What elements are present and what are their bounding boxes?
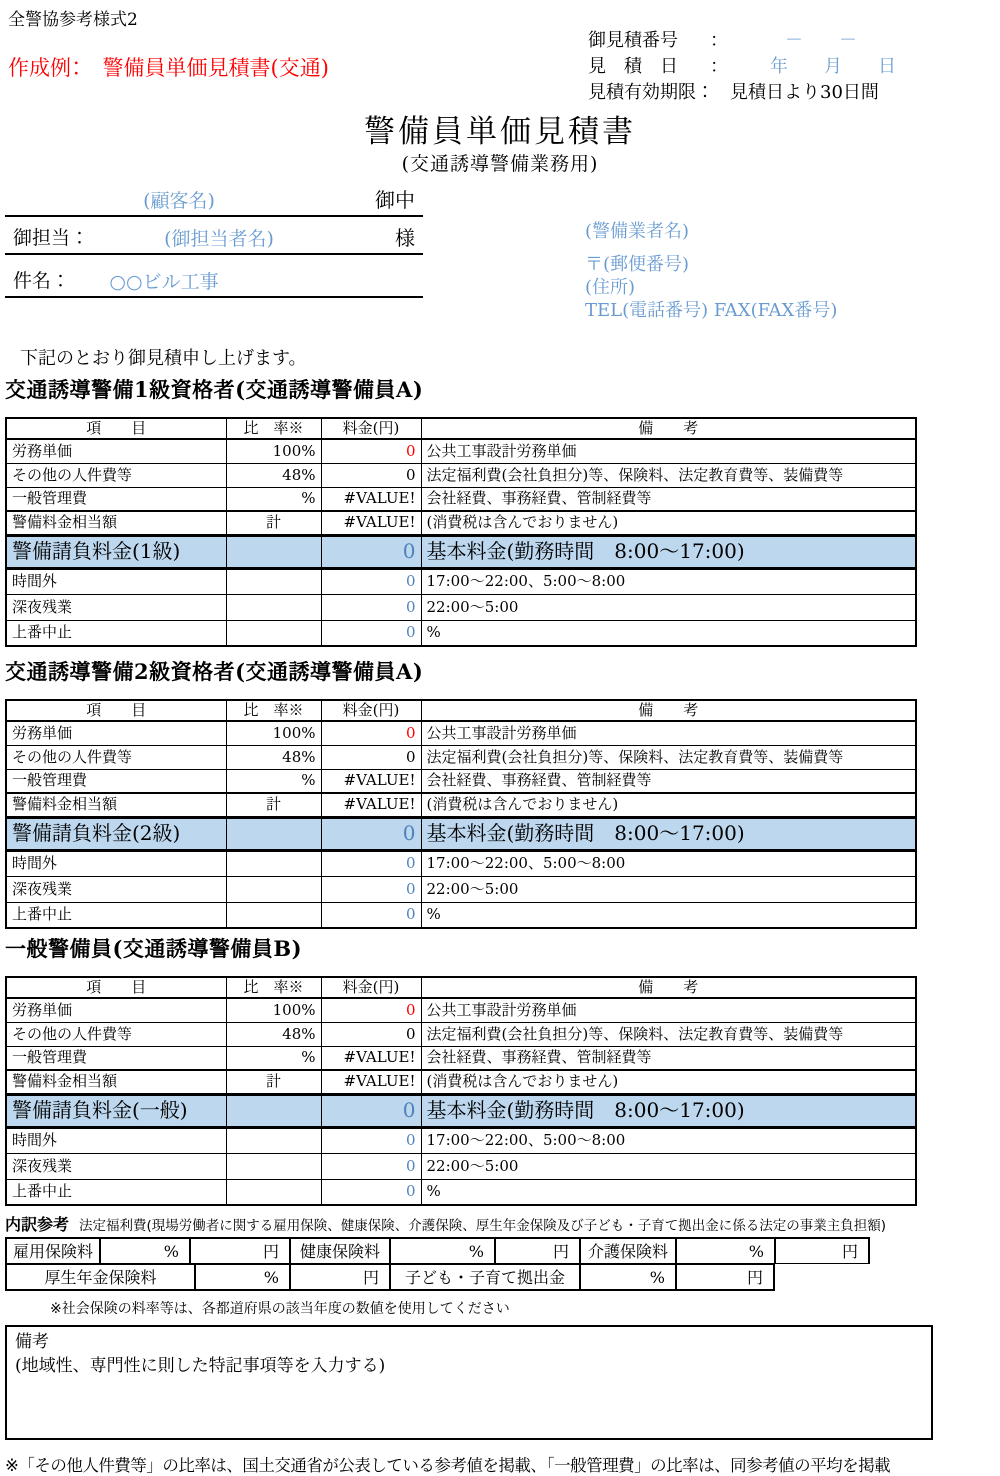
child-contribution-yen-cell[interactable]: 円 bbox=[676, 1264, 775, 1291]
child-contribution-pct-cell[interactable]: % bbox=[580, 1264, 676, 1291]
ratio-cell[interactable]: 100% bbox=[226, 439, 321, 463]
row-overhead bbox=[6, 769, 916, 793]
row-overhead bbox=[6, 487, 916, 511]
item-label: 上番中止 bbox=[6, 620, 226, 646]
row-contract-fee bbox=[6, 1094, 916, 1127]
quote-validity-row bbox=[588, 78, 968, 104]
item-label: 警備請負料金(一般) bbox=[6, 1094, 226, 1127]
remarks-cell: 基本料金(勤務時間 8:00～17:00) bbox=[421, 535, 916, 568]
row-fee-equivalent bbox=[6, 793, 916, 817]
price-cell[interactable]: 0 bbox=[321, 850, 421, 876]
section-title: 交通誘導警備2級資格者(交通誘導警備員A) bbox=[5, 659, 424, 684]
item-label: 警備請負料金(2級) bbox=[6, 817, 226, 850]
col-header-item: 項 目 bbox=[6, 977, 226, 998]
col-header-ratio: 比 率※ bbox=[226, 418, 321, 439]
item-label: 一般管理費 bbox=[6, 1046, 226, 1070]
quote-number-field[interactable]: － － bbox=[785, 30, 857, 51]
col-header-item: 項 目 bbox=[6, 700, 226, 721]
price-cell[interactable]: #VALUE! bbox=[321, 793, 421, 817]
remarks-cell: 法定福利費(会社負担分)等、保険料、法定教育費等、装備費等 bbox=[421, 463, 916, 487]
row-cancellation bbox=[6, 1179, 916, 1205]
health-insurance-label: 健康保険料 bbox=[290, 1237, 390, 1264]
quote-table-grade1 bbox=[5, 417, 917, 647]
remarks-cell: 17:00～22:00、5:00～8:00 bbox=[421, 568, 916, 594]
ratio-cell[interactable]: 100% bbox=[226, 998, 321, 1022]
quote-date-field[interactable]: 年 月 日 bbox=[770, 56, 896, 77]
child-contribution-label: 子ども・子育て拠出金 bbox=[390, 1264, 580, 1291]
price-cell[interactable]: #VALUE! bbox=[321, 769, 421, 793]
ratio-cell[interactable]: % bbox=[226, 487, 321, 511]
health-insurance-yen-cell[interactable]: 円 bbox=[495, 1237, 580, 1264]
item-label: 深夜残業 bbox=[6, 1153, 226, 1179]
ratio-cell-empty[interactable] bbox=[226, 1179, 321, 1205]
item-label: 一般管理費 bbox=[6, 487, 226, 511]
pension-insurance-pct-cell[interactable]: % bbox=[195, 1264, 290, 1291]
remarks-cell: (消費税は含んでおりません) bbox=[421, 511, 916, 535]
remarks-cell: 法定福利費(会社負担分)等、保険料、法定教育費等、装備費等 bbox=[421, 1022, 916, 1046]
section-title: 一般警備員(交通誘導警備員B) bbox=[5, 936, 303, 961]
subject-field[interactable]: ○○ビル工事 bbox=[109, 271, 219, 293]
col-header-ratio: 比 率※ bbox=[226, 977, 321, 998]
ratio-cell: 計 bbox=[226, 793, 321, 817]
section-general bbox=[5, 933, 917, 1206]
price-cell[interactable]: 0 bbox=[321, 817, 421, 850]
remarks-cell: 会社経費、事務経費、管制経費等 bbox=[421, 487, 916, 511]
remarks-cell: % bbox=[421, 902, 916, 928]
client-name-field[interactable]: (顧客名) bbox=[143, 190, 215, 212]
row-cancellation bbox=[6, 902, 916, 928]
col-header-remarks: 備 考 bbox=[421, 977, 916, 998]
item-label: 時間外 bbox=[6, 850, 226, 876]
vendor-name-field[interactable]: (警備業者名) bbox=[585, 221, 690, 242]
row-labor-rate bbox=[6, 998, 916, 1022]
price-cell[interactable]: 0 bbox=[321, 745, 421, 769]
ratio-cell-empty[interactable] bbox=[226, 1127, 321, 1153]
ratio-cell[interactable]: 100% bbox=[226, 721, 321, 745]
item-label: その他の人件費等 bbox=[6, 463, 226, 487]
price-cell[interactable]: 0 bbox=[321, 439, 421, 463]
row-other-personnel bbox=[6, 745, 916, 769]
remarks-cell: 基本料金(勤務時間 8:00～17:00) bbox=[421, 817, 916, 850]
remarks-cell: 基本料金(勤務時間 8:00～17:00) bbox=[421, 1094, 916, 1127]
item-label: 時間外 bbox=[6, 568, 226, 594]
price-cell[interactable]: 0 bbox=[321, 876, 421, 902]
example-label: 作成例： 警備員単価見積書(交通) bbox=[8, 56, 329, 80]
item-label: 上番中止 bbox=[6, 1179, 226, 1205]
item-label: その他の人件費等 bbox=[6, 1022, 226, 1046]
section-title: 交通誘導警備1級資格者(交通誘導警備員A) bbox=[5, 377, 424, 402]
row-latenight bbox=[6, 1153, 916, 1179]
insurance-table bbox=[5, 1237, 870, 1291]
colon: ： bbox=[710, 30, 728, 51]
col-header-price: 料金(円) bbox=[321, 700, 421, 721]
greeting-text: 下記のとおり御見積申し上げます。 bbox=[20, 348, 307, 369]
price-cell[interactable]: #VALUE! bbox=[321, 487, 421, 511]
ratio-cell-empty[interactable] bbox=[226, 1153, 321, 1179]
remarks-cell: 22:00～5:00 bbox=[421, 876, 916, 902]
ratio-cell[interactable]: 48% bbox=[226, 463, 321, 487]
price-cell[interactable]: 0 bbox=[321, 535, 421, 568]
price-cell[interactable]: 0 bbox=[321, 594, 421, 620]
item-label: 警備料金相当額 bbox=[6, 1070, 226, 1094]
header-row bbox=[6, 418, 916, 439]
price-cell[interactable]: #VALUE! bbox=[321, 1070, 421, 1094]
remarks-cell: 公共工事設計労務単価 bbox=[421, 721, 916, 745]
price-cell[interactable]: #VALUE! bbox=[321, 511, 421, 535]
breakdown-label: 内訳参考 bbox=[5, 1215, 70, 1234]
quote-date-row bbox=[588, 52, 968, 78]
page-subtitle: (交通誘導警備業務用) bbox=[401, 153, 599, 175]
item-label: 警備料金相当額 bbox=[6, 511, 226, 535]
row-other-personnel bbox=[6, 1022, 916, 1046]
ratio-cell: 計 bbox=[226, 1070, 321, 1094]
client-contact-label: 御担当： bbox=[13, 227, 90, 249]
ratio-cell-empty[interactable] bbox=[226, 902, 321, 928]
item-label: 労務単価 bbox=[6, 721, 226, 745]
ratio-cell-empty[interactable] bbox=[226, 817, 321, 850]
insurance-note: ※社会保険の料率等は、各都道府県の該当年度の数値を使用してください bbox=[50, 1301, 510, 1317]
item-label: 時間外 bbox=[6, 1127, 226, 1153]
row-overhead bbox=[6, 1046, 916, 1070]
price-cell[interactable]: 0 bbox=[321, 1127, 421, 1153]
remarks-cell: (消費税は含んでおりません) bbox=[421, 1070, 916, 1094]
col-header-price: 料金(円) bbox=[321, 418, 421, 439]
header-row bbox=[6, 977, 916, 998]
row-contract-fee bbox=[6, 817, 916, 850]
remarks-box[interactable] bbox=[5, 1325, 933, 1440]
row-fee-equivalent bbox=[6, 511, 916, 535]
ratio-cell: 計 bbox=[226, 511, 321, 535]
client-contact-suffix: 様 bbox=[395, 226, 415, 250]
row-overtime bbox=[6, 1127, 916, 1153]
price-cell[interactable]: #VALUE! bbox=[321, 1046, 421, 1070]
vendor-block bbox=[585, 220, 837, 322]
remarks-cell: 公共工事設計労務単価 bbox=[421, 439, 916, 463]
remarks-box-placeholder: (地域性、専門性に則した特記事項等を入力する) bbox=[15, 1356, 386, 1376]
quote-meta bbox=[588, 26, 968, 104]
col-header-remarks: 備 考 bbox=[421, 700, 916, 721]
quote-number-row bbox=[588, 26, 968, 52]
quote-table-general bbox=[5, 976, 917, 1206]
price-cell[interactable]: 0 bbox=[321, 1022, 421, 1046]
col-header-ratio: 比 率※ bbox=[226, 700, 321, 721]
price-cell[interactable]: 0 bbox=[321, 998, 421, 1022]
client-contact-field[interactable]: (御担当者名) bbox=[164, 228, 274, 250]
price-cell[interactable]: 0 bbox=[321, 902, 421, 928]
client-name-line bbox=[5, 186, 423, 217]
insurance-row-2 bbox=[5, 1264, 870, 1291]
price-cell[interactable]: 0 bbox=[321, 721, 421, 745]
quote-number-label: 御見積番号 bbox=[588, 30, 678, 51]
remarks-cell: 公共工事設計労務単価 bbox=[421, 998, 916, 1022]
client-contact-line bbox=[5, 224, 423, 255]
form-code: 全警協参考様式2 bbox=[8, 10, 138, 30]
remarks-cell: 22:00～5:00 bbox=[421, 1153, 916, 1179]
quote-date-label: 見 積 日 bbox=[588, 56, 678, 77]
client-name-suffix: 御中 bbox=[375, 188, 415, 212]
page-title: 警備員単価見積書 bbox=[364, 114, 636, 150]
employment-insurance-yen-cell[interactable]: 円 bbox=[190, 1237, 290, 1264]
footer-note: ※「その他人件費等」の比率は、国土交通省が公表している参考値を掲載、「一般管理費」の比率は、同参考値の平均を掲載 bbox=[5, 1456, 891, 1475]
insurance-row-1 bbox=[5, 1237, 870, 1264]
ratio-cell-empty[interactable] bbox=[226, 876, 321, 902]
subject-label: 件名： bbox=[13, 270, 71, 292]
nursing-insurance-label: 介護保険料 bbox=[580, 1237, 676, 1264]
vendor-address-field[interactable]: (住所) bbox=[585, 277, 636, 298]
row-cancellation bbox=[6, 620, 916, 646]
section-grade2 bbox=[5, 656, 917, 929]
col-header-price: 料金(円) bbox=[321, 977, 421, 998]
item-label: その他の人件費等 bbox=[6, 745, 226, 769]
ratio-cell-empty[interactable] bbox=[226, 1094, 321, 1127]
row-overtime bbox=[6, 850, 916, 876]
quote-validity-value: 見積日より30日間 bbox=[730, 82, 879, 103]
item-label: 一般管理費 bbox=[6, 769, 226, 793]
section-grade1 bbox=[5, 374, 917, 647]
price-cell[interactable]: 0 bbox=[321, 620, 421, 646]
price-cell[interactable]: 0 bbox=[321, 1153, 421, 1179]
ratio-cell[interactable]: % bbox=[226, 1046, 321, 1070]
item-label: 労務単価 bbox=[6, 998, 226, 1022]
price-cell[interactable]: 0 bbox=[321, 568, 421, 594]
quote-table-grade2 bbox=[5, 699, 917, 929]
remarks-cell: % bbox=[421, 620, 916, 646]
vendor-telfax-field[interactable]: TEL(電話番号) FAX(FAX番号) bbox=[585, 300, 838, 321]
col-header-item: 項 目 bbox=[6, 418, 226, 439]
ratio-cell-empty[interactable] bbox=[226, 620, 321, 646]
nursing-insurance-pct-cell[interactable]: % bbox=[676, 1237, 775, 1264]
employment-insurance-pct-cell[interactable]: % bbox=[100, 1237, 190, 1264]
remarks-cell: % bbox=[421, 1179, 916, 1205]
remarks-cell: 会社経費、事務経費、管制経費等 bbox=[421, 1046, 916, 1070]
remarks-cell: 会社経費、事務経費、管制経費等 bbox=[421, 769, 916, 793]
employment-insurance-label: 雇用保険料 bbox=[5, 1237, 100, 1264]
price-cell[interactable]: 0 bbox=[321, 463, 421, 487]
remarks-cell: 22:00～5:00 bbox=[421, 594, 916, 620]
row-latenight bbox=[6, 594, 916, 620]
remarks-cell: 17:00～22:00、5:00～8:00 bbox=[421, 1127, 916, 1153]
item-label: 警備請負料金(1級) bbox=[6, 535, 226, 568]
health-insurance-pct-cell[interactable]: % bbox=[390, 1237, 495, 1264]
remarks-cell: (消費税は含んでおりません) bbox=[421, 793, 916, 817]
ratio-cell-empty[interactable] bbox=[226, 850, 321, 876]
item-label: 上番中止 bbox=[6, 902, 226, 928]
subject-line bbox=[5, 267, 423, 298]
ratio-cell-empty[interactable] bbox=[226, 594, 321, 620]
col-header-remarks: 備 考 bbox=[421, 418, 916, 439]
remarks-cell: 法定福利費(会社負担分)等、保険料、法定教育費等、装備費等 bbox=[421, 745, 916, 769]
colon: ： bbox=[710, 56, 728, 77]
ratio-cell-empty[interactable] bbox=[226, 568, 321, 594]
ratio-cell[interactable]: % bbox=[226, 769, 321, 793]
ratio-cell[interactable]: 48% bbox=[226, 1022, 321, 1046]
nursing-insurance-yen-cell[interactable]: 円 bbox=[775, 1237, 870, 1264]
pension-insurance-label: 厚生年金保険料 bbox=[5, 1264, 195, 1291]
ratio-cell[interactable]: 48% bbox=[226, 745, 321, 769]
vendor-postal-field[interactable]: 〒(郵便番号) bbox=[585, 254, 690, 275]
row-labor-rate bbox=[6, 439, 916, 463]
row-other-personnel bbox=[6, 463, 916, 487]
header-row bbox=[6, 700, 916, 721]
price-cell[interactable]: 0 bbox=[321, 1094, 421, 1127]
remarks-box-title: 備考 bbox=[15, 1332, 49, 1352]
breakdown-description: 法定福利費(現場労働者に関する雇用保険、健康保険、介護保険、厚生年金保険及び子ども・子育て拠出金に係る法定の事業主負担額) bbox=[79, 1218, 887, 1234]
price-cell[interactable]: 0 bbox=[321, 1179, 421, 1205]
row-latenight bbox=[6, 876, 916, 902]
item-label: 深夜残業 bbox=[6, 594, 226, 620]
pension-insurance-yen-cell[interactable]: 円 bbox=[290, 1264, 390, 1291]
item-label: 深夜残業 bbox=[6, 876, 226, 902]
ratio-cell-empty[interactable] bbox=[226, 535, 321, 568]
quote-validity-label: 見積有効期限： bbox=[588, 82, 714, 103]
item-label: 労務単価 bbox=[6, 439, 226, 463]
row-fee-equivalent bbox=[6, 1070, 916, 1094]
item-label: 警備料金相当額 bbox=[6, 793, 226, 817]
breakdown-header bbox=[5, 1212, 886, 1235]
row-overtime bbox=[6, 568, 916, 594]
client-block bbox=[5, 186, 423, 305]
row-labor-rate bbox=[6, 721, 916, 745]
remarks-cell: 17:00～22:00、5:00～8:00 bbox=[421, 850, 916, 876]
row-contract-fee bbox=[6, 535, 916, 568]
